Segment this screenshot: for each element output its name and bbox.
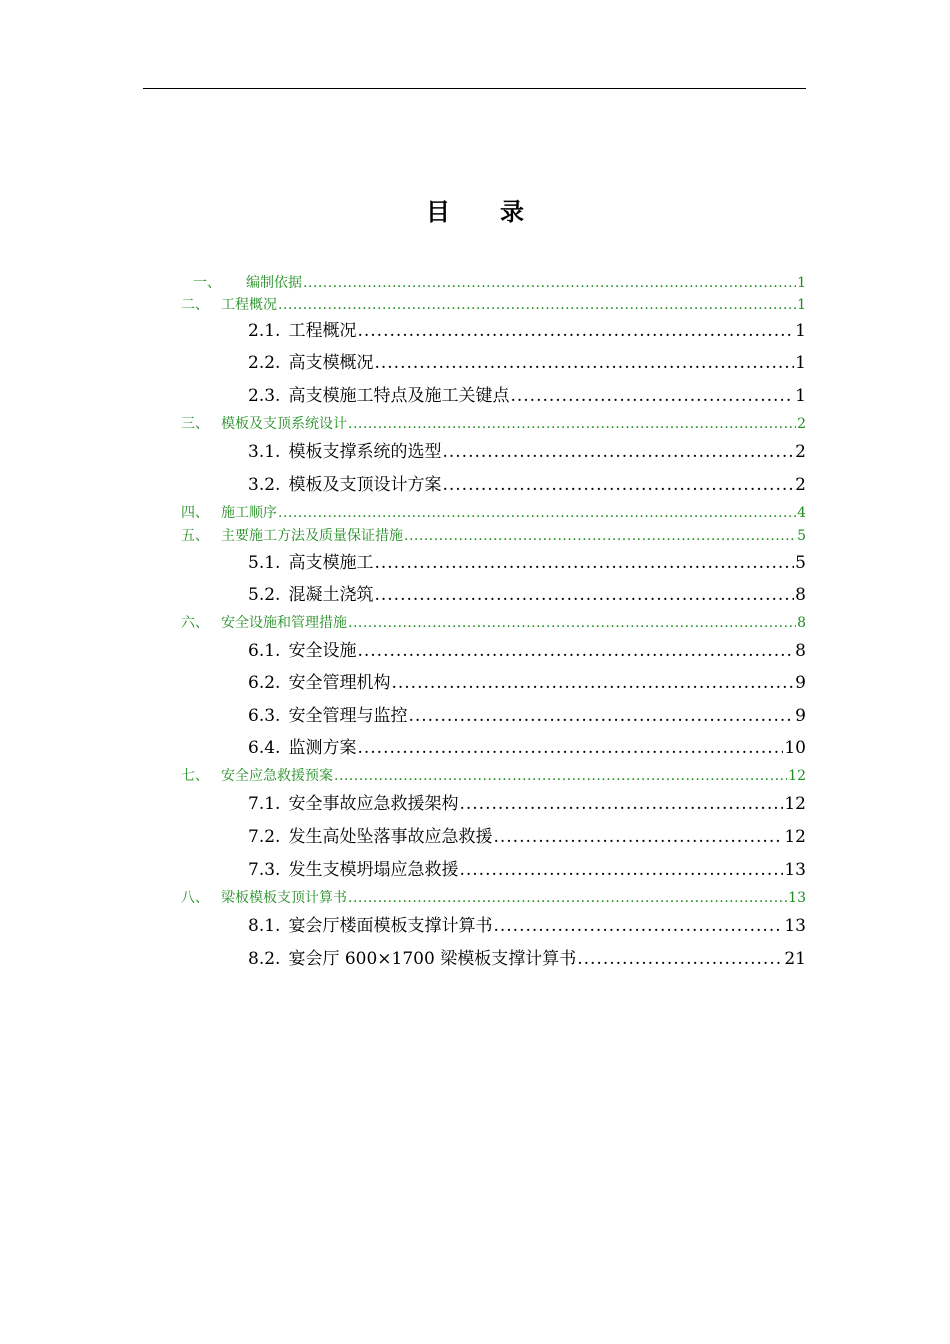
toc-entry-label: 安全应急救援预案 [221,768,333,784]
toc-entry-label: 混凝土浇筑 [288,585,374,605]
toc-entry[interactable] [181,525,806,545]
toc-entry[interactable] [248,855,806,880]
toc-entry[interactable] [248,733,806,758]
toc-entry-number: 6.3. [248,706,281,726]
toc-entry-number: 2.1. [248,321,281,341]
toc-title-char-1: 目 [426,197,450,226]
toc-entry-leader-dots [374,353,794,373]
toc-entry-page-number: 2 [795,475,806,495]
toc-entry-label: 梁板模板支顶计算书 [221,890,347,906]
toc-entry-label: 安全管理机构 [288,673,391,693]
toc-entry-number: 2.2. [248,353,281,373]
toc-entry-number: 3.1. [248,442,281,462]
toc-entry-label: 模板及支顶系统设计 [221,416,347,432]
toc-entry-number: 2.3. [248,386,281,406]
toc-entry-label: 安全设施和管理措施 [221,615,347,631]
toc-entry-leader-dots [442,442,794,462]
toc-entry-label: 模板支撑系统的选型 [288,442,442,462]
toc-entry-label: 发生支模坍塌应急救援 [288,860,459,880]
toc-entry-label: 高支模概况 [288,353,374,373]
toc-entry[interactable] [248,580,806,605]
toc-entry-leader-dots [408,706,794,726]
toc-entry-leader-dots [442,475,794,495]
toc-entry[interactable] [248,944,806,969]
toc-entry[interactable] [248,381,806,406]
toc-entry-page-number: 12 [788,768,806,784]
toc-title-char-2: 录 [500,197,524,226]
toc-entry-number: 5.1. [248,553,281,573]
toc-entry-page-number: 12 [784,794,806,814]
toc-entry-page-number: 8 [797,615,806,631]
toc-entry-number: 6.4. [248,738,281,758]
toc-entry-leader-dots [459,860,783,880]
toc-entry-leader-dots [391,673,794,693]
toc-entry-leader-dots [374,585,794,605]
toc-entry-page-number: 4 [797,505,806,521]
toc-entry-label: 模板及支顶设计方案 [288,475,442,495]
toc-entry-label: 安全事故应急救援架构 [288,794,459,814]
toc-entry-page-number: 21 [784,949,806,969]
toc-entry-label: 主要施工方法及质量保证措施 [221,528,403,544]
toc-entry-number: 7.2. [248,827,281,847]
toc-entry-leader-dots [278,505,796,521]
toc-entry-label: 工程概况 [288,321,357,341]
toc-entry-number: 5.2. [248,585,281,605]
toc-entry-page-number: 10 [784,738,806,758]
toc-entry[interactable] [248,548,806,573]
toc-entry-leader-dots [493,827,783,847]
toc-entry[interactable] [248,822,806,847]
toc-entry[interactable] [181,612,806,632]
toc-entry-number: 四、 [181,505,209,521]
toc-entry-number: 三、 [181,416,209,432]
toc-entry[interactable] [248,668,806,693]
toc-entry[interactable] [248,316,806,341]
toc-entry-number: 六、 [181,615,209,631]
toc-entry-page-number: 1 [795,353,806,373]
toc-entry-number: 6.2. [248,673,281,693]
toc-entry-number: 8.1. [248,916,281,936]
toc-entry-page-number: 9 [795,673,806,693]
toc-entry[interactable] [248,911,806,936]
toc-entry-page-number: 8 [795,641,806,661]
toc-entry-leader-dots [510,386,794,406]
toc-entry-leader-dots [303,275,796,291]
toc-entry[interactable] [181,272,806,292]
toc-entry[interactable] [248,701,806,726]
header-rule [143,88,806,89]
toc-entry-leader-dots [348,890,787,906]
toc-entry[interactable] [248,437,806,462]
toc-entry-number: 八、 [181,890,209,906]
toc-entry-leader-dots [357,738,783,758]
toc-entry-leader-dots [334,768,787,784]
toc-entry-number: 7.1. [248,794,281,814]
toc-entry-leader-dots [493,916,783,936]
toc-entry[interactable] [181,887,806,907]
toc-entry-label: 宴会厅楼面模板支撑计算书 [288,916,493,936]
toc-entry-number: 3.2. [248,475,281,495]
toc-entry-page-number: 13 [788,890,806,906]
toc-entry-number: 8.2. [248,949,281,969]
toc-entry-page-number: 5 [795,553,806,573]
toc-entry[interactable] [248,789,806,814]
toc-entry-label: 编制依据 [246,275,302,291]
toc-entry-leader-dots [374,553,794,573]
toc-entry-page-number: 1 [795,386,806,406]
toc-entry-label: 高支模施工 [288,553,374,573]
toc-entry-page-number: 5 [797,528,806,544]
toc-entry-number: 七、 [181,768,209,784]
toc-entry-page-number: 13 [784,860,806,880]
toc-entry-page-number: 8 [795,585,806,605]
toc-entry-page-number: 1 [797,297,806,313]
toc-entry-leader-dots [357,641,794,661]
toc-entry-page-number: 2 [797,416,806,432]
toc-entry-number: 五、 [181,528,209,544]
toc-entry-label: 工程概况 [221,297,277,313]
toc-entry-label: 发生高处坠落事故应急救援 [288,827,493,847]
toc-entry-number: 一、 [193,275,221,291]
toc-entry-page-number: 9 [795,706,806,726]
toc-entry[interactable] [181,765,806,785]
toc-entry-leader-dots [459,794,783,814]
toc-entry-number: 6.1. [248,641,281,661]
toc-entry-page-number: 1 [795,321,806,341]
toc-entry[interactable] [181,502,806,522]
toc-entry[interactable] [181,294,806,314]
toc-entry-leader-dots [278,297,796,313]
toc-entry-leader-dots [348,416,796,432]
toc-entry-number: 二、 [181,297,209,313]
toc-entry[interactable] [248,348,806,373]
toc-entry-label: 施工顺序 [221,505,277,521]
toc-entry-label: 宴会厅 600×1700 梁模板支撑计算书 [288,949,577,969]
toc-entry-leader-dots [404,528,796,544]
toc-entry-label: 监测方案 [288,738,357,758]
toc-entry[interactable] [181,413,806,433]
toc-entry-page-number: 13 [784,916,806,936]
toc-entry-page-number: 2 [795,442,806,462]
toc-entry-page-number: 1 [797,275,806,291]
toc-entry[interactable] [248,470,806,495]
toc-entry-label: 安全管理与监控 [288,706,408,726]
toc-entry-leader-dots [577,949,783,969]
toc-title [0,192,950,227]
toc-entry[interactable] [248,636,806,661]
toc-entry-label: 高支模施工特点及施工关键点 [288,386,510,406]
toc-entry-page-number: 12 [784,827,806,847]
toc-entry-number: 7.3. [248,860,281,880]
toc-entry-label: 安全设施 [288,641,357,661]
toc-entry-leader-dots [348,615,796,631]
toc-entry-leader-dots [357,321,794,341]
